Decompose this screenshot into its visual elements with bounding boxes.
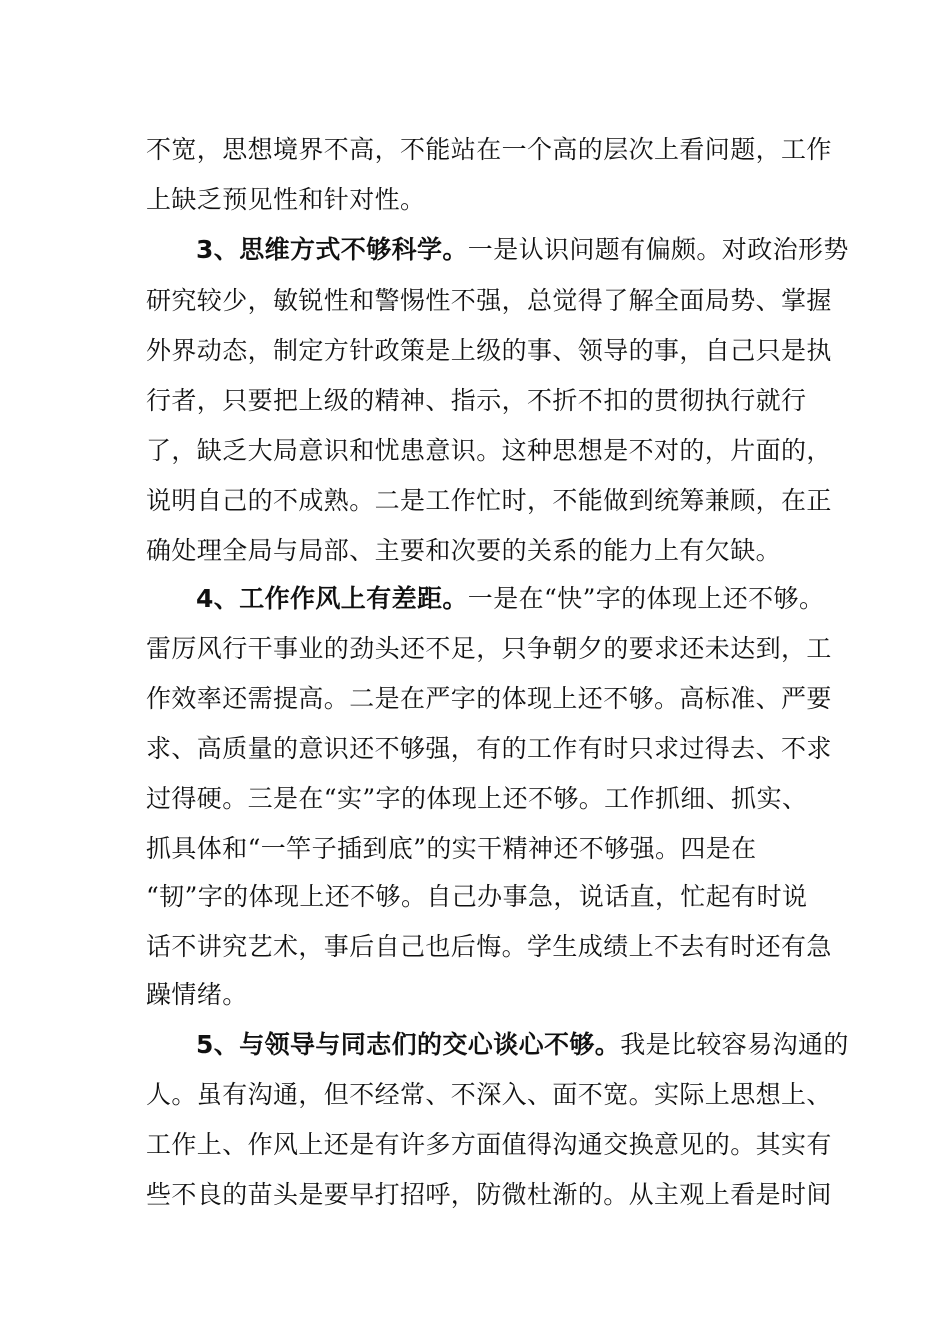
line-text: 我是比较容易沟通的 [620,1030,849,1059]
paragraph-line [146,180,806,220]
paragraph-line [146,281,832,321]
section-heading: 3、思维方式不够科学。 [196,235,468,264]
paragraph-line [146,481,832,521]
line-text: “韧”字的体现上还不够。自己办事急，说话直，忙起有时说 [146,882,808,911]
paragraph-line [146,1125,832,1165]
paragraph-line [146,130,832,170]
paragraph-line [146,629,832,669]
paragraph-line [146,381,806,421]
paragraph-line [146,331,832,371]
paragraph-line [146,431,832,471]
paragraph-line [146,829,806,869]
line-text: 确处理全局与局部、主要和次要的关系的能力上有欠缺。 [146,536,782,565]
line-text: 一是认识问题有偏颇。对政治形势 [467,235,849,264]
line-text: 上缺乏预见性和针对性。 [146,185,426,214]
line-text: 研究较少，敏锐性和警惕性不强，总觉得了解全面局势、掌握 [146,286,832,315]
line-text: 话不讲究艺术，事后自己也后悔。学生成绩上不去有时还有急 [146,932,832,961]
line-text: 躁情绪。 [146,980,248,1009]
section-heading-line [196,230,849,270]
section-heading-line [196,1025,849,1065]
paragraph-line [146,1175,832,1215]
line-text: 了，缺乏大局意识和忧患意识。这种思想是不对的，片面的， [146,436,832,465]
paragraph-line [146,1075,832,1115]
line-text: 工作上、作风上还是有许多方面值得沟通交换意见的。其实有 [146,1130,832,1159]
section-heading: 5、与领导与同志们的交心谈心不够。 [196,1030,621,1059]
line-text: 抓具体和“一竿子插到底”的实干精神还不够强。四是在 [146,834,757,863]
paragraph-line [146,779,806,819]
line-text: 人。虽有沟通，但不经常、不深入、面不宽。实际上思想上、 [146,1080,832,1109]
paragraph-line [146,927,832,967]
paragraph-line [146,877,806,917]
line-text: 说明自己的不成熟。二是工作忙时，不能做到统筹兼顾，在正 [146,486,832,515]
line-text: 一是在“快”字的体现上还不够。 [467,584,825,613]
paragraph-line [146,679,832,719]
line-text: 不宽，思想境界不高，不能站在一个高的层次上看问题，工作 [146,135,832,164]
line-text: 过得硬。三是在“实”字的体现上还不够。工作抓细、抓实、 [146,784,808,813]
line-text: 作效率还需提高。二是在严字的体现上还不够。高标准、严要 [146,684,832,713]
paragraph-line [146,729,832,769]
section-heading-line [196,579,825,619]
line-text: 些不良的苗头是要早打招呼，防微杜渐的。从主观上看是时间 [146,1180,832,1209]
line-text: 行者，只要把上级的精神、指示，不折不扣的贯彻执行就行 [146,386,807,415]
section-heading: 4、工作作风上有差距。 [196,584,468,613]
paragraph-line [146,531,806,571]
line-text: 雷厉风行干事业的劲头还不足，只争朝夕的要求还未达到，工 [146,634,832,663]
paragraph-line [146,975,806,1015]
line-text: 求、高质量的意识还不够强，有的工作有时只求过得去、不求 [146,734,832,763]
line-text: 外界动态，制定方针政策是上级的事、领导的事，自己只是执 [146,336,832,365]
